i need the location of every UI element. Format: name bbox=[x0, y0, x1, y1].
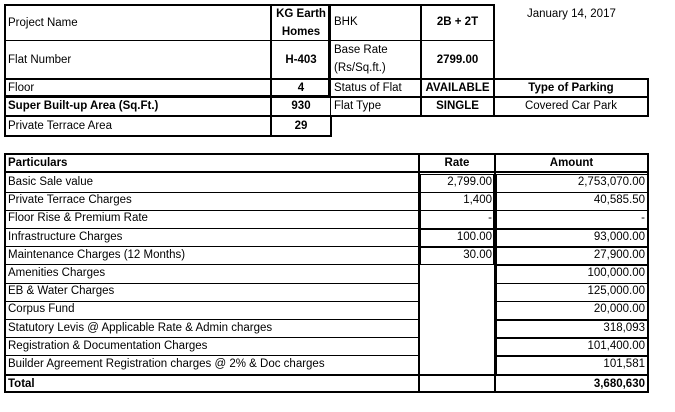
parking-label: Type of Parking bbox=[528, 82, 614, 94]
total-amount: 3,680,630 bbox=[593, 378, 645, 390]
flat-type-value: SINGLE bbox=[436, 100, 479, 112]
base-rate-value: 2799.00 bbox=[436, 54, 479, 66]
row-amount: 125,000.00 bbox=[587, 285, 645, 298]
particular-cell-border bbox=[4, 265, 420, 284]
row-rate: 1,400 bbox=[463, 194, 492, 207]
row-rate: - bbox=[488, 212, 492, 225]
row-amount: 101,581 bbox=[603, 358, 645, 370]
row-particular: EB & Water Charges bbox=[8, 285, 115, 298]
particulars-header: Particulars bbox=[8, 157, 68, 169]
row-particular: Floor Rise & Premium Rate bbox=[8, 212, 148, 225]
particular-cell-border bbox=[4, 283, 420, 302]
terrace-label: Private Terrace Area bbox=[8, 120, 112, 132]
flat-number-value: H-403 bbox=[285, 54, 317, 66]
row-particular: Infrastructure Charges bbox=[8, 230, 123, 243]
row-rate: 100.00 bbox=[456, 230, 492, 243]
row-amount: 40,585.50 bbox=[593, 194, 645, 207]
row-amount: 27,900.00 bbox=[593, 248, 645, 261]
row-rate: 30.00 bbox=[463, 248, 492, 261]
status-value: AVAILABLE bbox=[425, 82, 490, 94]
flat-type-label: Flat Type bbox=[334, 100, 382, 112]
bhk-value: 2B + 2T bbox=[436, 16, 479, 28]
terrace-value: 29 bbox=[294, 120, 308, 132]
particular-cell-border bbox=[4, 320, 420, 339]
particular-cell-border bbox=[4, 301, 420, 320]
row-particular: Basic Sale value bbox=[8, 176, 94, 188]
base-rate-label: Base Rate (Rs/Sq.ft.) bbox=[334, 44, 388, 74]
total-label: Total bbox=[8, 378, 35, 390]
row-particular: Amenities Charges bbox=[8, 267, 106, 279]
project-name-label: Project Name bbox=[8, 17, 78, 29]
row-particular: Registration & Documentation Charges bbox=[8, 339, 208, 352]
row-amount: 93,000.00 bbox=[593, 230, 645, 243]
particular-cell-border bbox=[4, 356, 420, 375]
amount-header: Amount bbox=[549, 157, 594, 169]
particular-cell-border bbox=[4, 192, 420, 211]
area-label: Super Built-up Area (Sq.Ft.) bbox=[8, 100, 159, 112]
row-amount: - bbox=[641, 212, 645, 225]
floor-label: Floor bbox=[8, 82, 35, 94]
project-name-value: KG Earth Homes bbox=[276, 8, 326, 38]
row-amount: 100,000.00 bbox=[587, 267, 645, 279]
row-particular: Statutory Levis @ Applicable Rate & Admin charges bbox=[8, 321, 273, 334]
particular-cell-border bbox=[4, 174, 420, 193]
row-particular: Private Terrace Charges bbox=[8, 194, 132, 207]
row-amount: 101,400.00 bbox=[587, 339, 645, 352]
particular-cell-border bbox=[4, 247, 420, 266]
floor-value: 4 bbox=[297, 82, 305, 94]
row-particular: Maintenance Charges (12 Months) bbox=[8, 248, 186, 261]
row-amount: 20,000.00 bbox=[593, 303, 645, 316]
row-amount: 2,753,070.00 bbox=[577, 176, 645, 188]
row-particular: Corpus Fund bbox=[8, 303, 75, 316]
parking-value: Covered Car Park bbox=[524, 100, 618, 112]
bhk-label: BHK bbox=[334, 16, 358, 28]
particular-cell-border bbox=[4, 338, 420, 357]
row-rate: 2,799.00 bbox=[447, 176, 492, 188]
status-label: Status of Flat bbox=[334, 82, 402, 94]
particular-cell-border bbox=[4, 210, 420, 229]
quote-date: January 14, 2017 bbox=[527, 8, 616, 20]
row-amount: 318,093 bbox=[603, 321, 645, 334]
row-particular: Builder Agreement Registration charges @ 2% & Doc charges bbox=[8, 358, 325, 370]
particular-cell-border bbox=[4, 229, 420, 248]
flat-number-label: Flat Number bbox=[8, 54, 72, 66]
rate-header: Rate bbox=[444, 157, 470, 169]
area-value: 930 bbox=[291, 100, 311, 112]
